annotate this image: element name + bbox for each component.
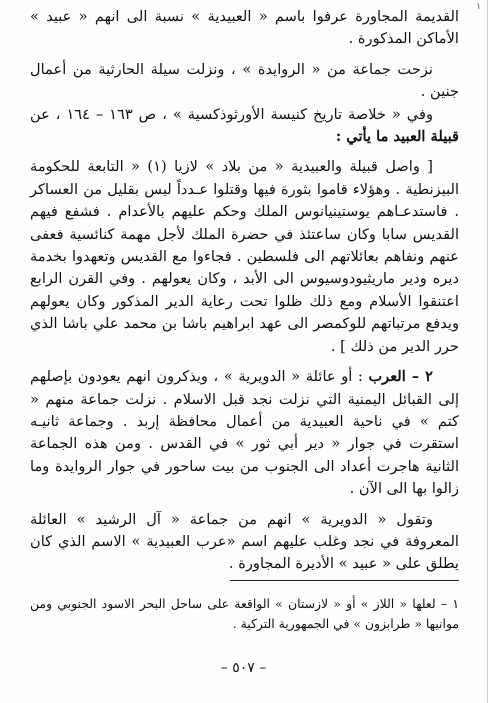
paragraph-rawaida: نزحت جماعة من « الروايدة » ، ونزلت سيلة الحارثية من أعمال جنين . xyxy=(30,60,459,101)
quoted-passage: [ واصل قبيلة والعبيدية « من بلاد » لازيا (١) « التابعة للحكومة البيزنطية . وهؤلاء قاموا بثورة فيها وقتلوا عـدداً ليس بقليل من العساكر . فاستدعـاهم يوستينيانوس الملك وحكم عليهم بالأعدام . فشفع فيهم القديس سابا وكان ساعتئذ في حضرة الملك لأجل مهمة كنائسية فعفى عنهم ونفاهم بعائلاتهم الى فلسطين . فجاءوا مع القديس وتعهدوا بخدمة ديره ودير ماريثيودوسيوس الى الأبد ، وكان يعولهم . وفي القرن الرابع اعتنقوا الأسلام ومع ذلك ظلوا تحت رعاية الدير المذكور وكان يعولهم ويدفع مرتباتهم للوكمصر الى عهد ابراهيم باشا بن محمد علي باشا الذي حرر الدير من ذلك ] . xyxy=(30,158,459,355)
paragraph-arab xyxy=(30,366,459,500)
page-number: – ٥٠٧ – xyxy=(220,660,267,676)
opening-line: القديمة المجاورة عرفوا باسم « العبيدية » نسبة الى انهم « عبيد » الأماكن المذكورة . xyxy=(30,8,459,48)
source-heading: قبيلة العبيد ما يأتي : xyxy=(335,128,459,146)
paragraph-duwairiya: وتقول « الدويرية » انهم من جماعة « آل الرشيد » العائلة المعروفة في نجد وغلب عليهم اسم «عرب العبيدية » الاسم الذي كان يطلق على « عبيد » الأديرة المجاورة . xyxy=(30,510,459,573)
footnote-text: ١ – لعلها « اللاز » أو « لازستان » الواقعة على ساحل البحر الاسود الجنوبي ومن موانيها « طرابزون » في الجمهورية التركية . xyxy=(30,596,459,631)
corner-mark: ١ xyxy=(476,2,481,12)
section-heading-arab: ٢ – العرب xyxy=(368,368,433,386)
footnote xyxy=(30,594,459,634)
main-text xyxy=(30,6,459,576)
source-citation: وفي « خلاصة تاريخ كنيسة الأورثوذكسية » ، ص ١٦٣ – ١٦٤ ، عن xyxy=(30,105,433,123)
footnote-divider xyxy=(230,580,459,581)
paragraph-source xyxy=(30,104,459,149)
section-text-arab: : أو عائلة « الدويرية » ، ويذكرون انهم يعودون بإصلهم إلى القبائل اليمنية التي نزلت نجد قبل الاسلام . نزلت جماعة منهم « كتم » في ناحية العبيدية من أعمال محافظة إربد . وجماعة ثانيـه استقرت في جوار « دير أبي ثور » في القدس . ومن هذه الجماعة الثانية هاجرت أعداد الى الجنوب من بيت ساحور في جوار الروايدة وما زالوا بها الى الآن . xyxy=(30,368,459,498)
